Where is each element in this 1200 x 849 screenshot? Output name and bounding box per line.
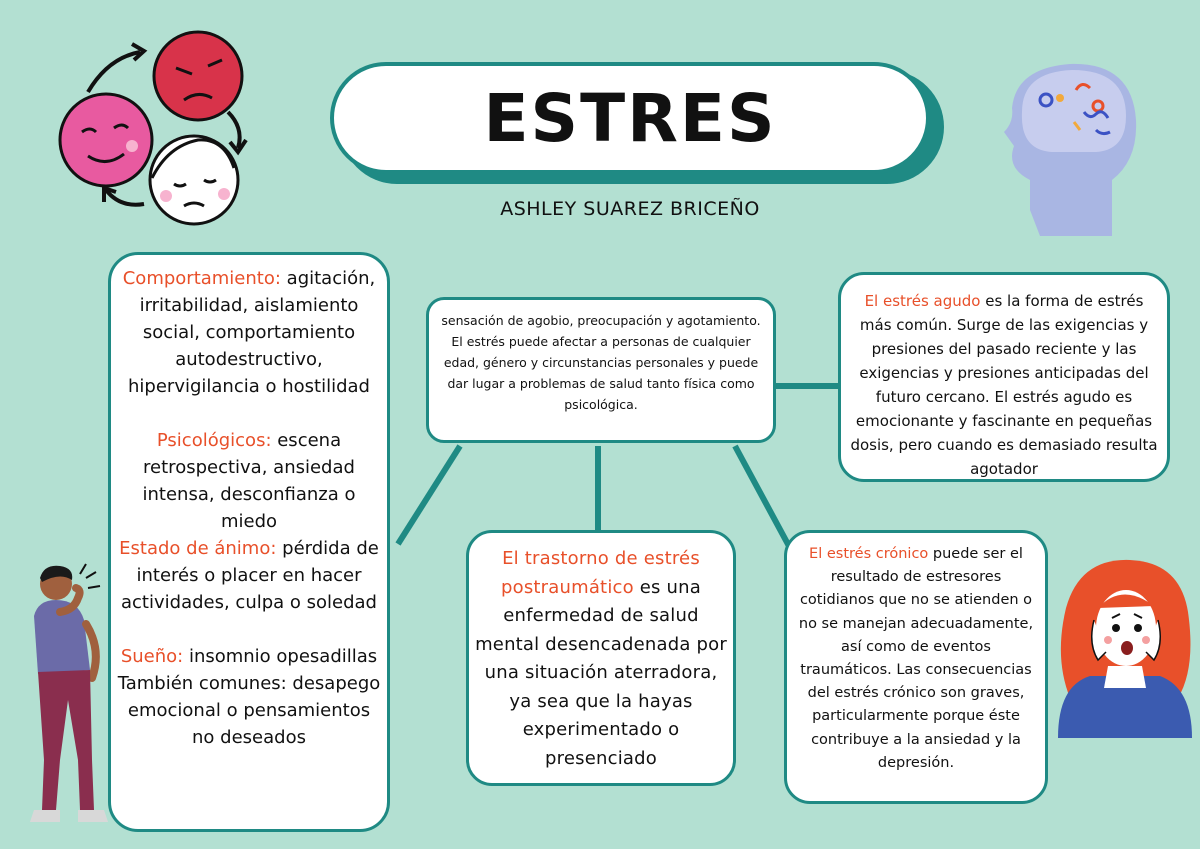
symptoms-box bbox=[108, 252, 390, 832]
comunes-paragraph: También comunes: desapego emocional o pensamientos no deseados bbox=[117, 673, 381, 748]
ptsd-label: El trastorno de estrés postraumático bbox=[500, 548, 700, 598]
emotion-faces-cycle-icon bbox=[48, 28, 278, 228]
sueno-text: insomnio opesadillas bbox=[183, 646, 378, 667]
ptsd-box bbox=[466, 530, 736, 786]
worried-woman-illustration bbox=[1050, 548, 1200, 738]
page-title: ESTRES bbox=[483, 79, 777, 157]
estado-text: pérdida de interés o placer en hacer actividades, culpa o soledad bbox=[121, 538, 379, 613]
sueno-paragraph bbox=[117, 643, 381, 670]
comportamiento-label: Comportamiento: bbox=[122, 268, 281, 289]
psicologicos-label: Psicológicos: bbox=[156, 430, 272, 451]
comportamiento-paragraph bbox=[117, 265, 381, 400]
estado-label: Estado de ánimo: bbox=[119, 538, 277, 559]
sueno-label: Sueño: bbox=[120, 646, 184, 667]
comportamiento-text: agitación, irritabilidad, aislamiento social, comportamiento autodestructivo, hipervigilancia o hostilidad bbox=[128, 268, 376, 397]
psicologicos-text: escena retrospectiva, ansiedad intensa, desconfianza o miedo bbox=[142, 430, 356, 532]
psicologicos-paragraph bbox=[117, 427, 381, 535]
acute-stress-box bbox=[838, 272, 1170, 482]
acute-stress-text: es la forma de estrés más común. Surge de las exigencias y presiones del pasado reciente y las exigencias y presiones anticipadas del futuro cercano. El estrés agudo es emocionante y fascinante en pequeñas dosis, pero cuando es demasiado resulta agotador bbox=[850, 292, 1158, 478]
author-name: ASHLEY SUAREZ BRICEÑO bbox=[500, 198, 760, 220]
stressed-man-illustration bbox=[20, 560, 120, 840]
connector-center-to-left bbox=[398, 446, 460, 544]
chronic-stress-text: puede ser el resultado de estresores cotidianos que no se atienden o no se manejan adecuadamente, así como de eventos traumáticos. Las consecuencias del estrés crónico son graves, particularmente porque éste contribuye a la ansiedad y la depresión. bbox=[798, 546, 1034, 771]
chronic-stress-box bbox=[784, 530, 1048, 804]
chronic-stress-label: El estrés crónico bbox=[809, 546, 929, 562]
definition-box bbox=[426, 297, 776, 443]
head-brain-icon bbox=[1000, 60, 1150, 240]
definition-text: sensación de agobio, preocupación y agotamiento. El estrés puede afectar a personas de cualquier edad, género y circunstancias personales y puede dar lugar a problemas de salud tanto física como psicológica. bbox=[441, 313, 761, 412]
title-pill bbox=[330, 62, 930, 174]
ptsd-text: es una enfermedad de salud mental desencadenada por una situación aterradora, ya sea que la hayas experimentado o presenciado bbox=[475, 576, 727, 769]
connector-center-to-right-bottom bbox=[735, 446, 790, 548]
acute-stress-label: El estrés agudo bbox=[864, 292, 981, 310]
estado-paragraph bbox=[117, 535, 381, 616]
